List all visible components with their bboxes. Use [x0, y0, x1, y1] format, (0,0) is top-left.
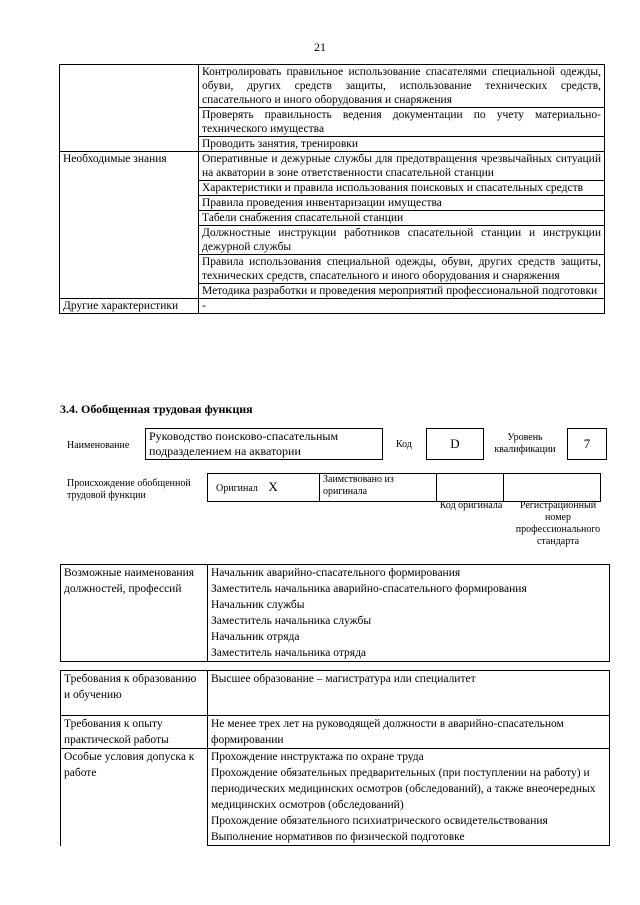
table-row — [60, 226, 605, 255]
education-label: Требования к образованию и обучению — [61, 671, 208, 716]
code-original-caption: Код оригинала — [439, 500, 503, 511]
education-value: Высшее образование – магистратура или специалитет — [208, 671, 610, 716]
row-label — [60, 137, 199, 152]
conditions-list — [208, 749, 610, 846]
condition-item: Прохождение обязательного психиатрического освидетельствования — [211, 815, 548, 827]
experience-label: Требования к опыту практической работы — [61, 716, 208, 749]
name-label: Наименование — [67, 440, 130, 451]
row-text: Проводить занятия, тренировки — [199, 137, 605, 152]
code-value-box: D — [426, 428, 484, 460]
position-item: Начальник службы — [211, 599, 305, 611]
row-label: Необходимые знания — [60, 152, 199, 181]
positions-label: Возможные наименования должностей, профессий — [61, 565, 208, 662]
row-label: Другие характеристики — [60, 299, 199, 314]
row-label — [60, 226, 199, 255]
table-row — [60, 152, 605, 181]
section-title: 3.4. Обобщенная трудовая функция — [60, 402, 253, 416]
position-item: Заместитель начальника службы — [211, 615, 372, 627]
original-mark: X — [268, 478, 278, 494]
row-text: Должностные инструкции работников спасательной станции и инструкции дежурной службы — [199, 226, 605, 255]
table-row — [60, 211, 605, 226]
original-cell — [208, 474, 320, 502]
requirements-table — [60, 670, 610, 846]
row-text: Оперативные и дежурные службы для предотвращения чрезвычайных ситуаций на акватории в зоне ответственности спасательной станции — [199, 152, 605, 181]
position-item: Заместитель начальника отряда — [211, 647, 367, 659]
origin-label: Происхождение обобщенной трудовой функции — [67, 478, 191, 501]
table-row — [60, 284, 605, 299]
table-row — [60, 137, 605, 152]
position-item: Начальник аварийно-спасательного формирования — [211, 567, 461, 579]
row-text: Табели снабжения спасательной станции — [199, 211, 605, 226]
row-label — [60, 255, 199, 284]
level-label: Уровень квалификации — [494, 432, 556, 455]
reg-number-cell — [504, 474, 601, 502]
row-text: Характеристики и правила использования поисковых и спасательных средств — [199, 181, 605, 196]
experience-value: Не менее трех лет на руководящей должности в аварийно-спасательном формировании — [208, 716, 610, 749]
condition-item: Прохождение обязательных предварительных (при поступлении на работу) и периодических медицинских осмотров (обследований), а также внеочередных медицинских осмотров (обследований) — [211, 767, 596, 811]
table-row — [60, 108, 605, 137]
positions-table — [60, 564, 610, 662]
row-label — [60, 108, 199, 137]
row-label — [60, 284, 199, 299]
original-label: Оригинал — [216, 482, 258, 494]
conditions-label: Особые условия допуска к работе — [61, 749, 208, 846]
table-row — [60, 255, 605, 284]
code-original-cell — [437, 474, 504, 502]
row-label — [60, 65, 199, 108]
code-label: Код — [396, 439, 412, 450]
skills-knowledge-table — [59, 64, 605, 314]
level-value-box: 7 — [567, 428, 607, 460]
row-text: Правила использования специальной одежды, обуви, других средств защиты, технических средств, спасательного и иного оборудования и снаряжения — [199, 255, 605, 284]
table-row — [60, 299, 605, 314]
position-item: Начальник отряда — [211, 631, 300, 643]
table-row — [60, 181, 605, 196]
table-row — [60, 196, 605, 211]
page-number: 21 — [314, 40, 326, 54]
position-item: Заместитель начальника аварийно-спасательного формирования — [211, 583, 527, 595]
row-text: Правила проведения инвентаризации имущества — [199, 196, 605, 211]
row-text: Методика разработки и проведения мероприятий профессиональной подготовки — [199, 284, 605, 299]
row-label — [60, 196, 199, 211]
row-label — [60, 211, 199, 226]
row-label — [60, 181, 199, 196]
condition-item: Прохождение инструктажа по охране труда — [211, 751, 424, 763]
reg-number-caption: Регистрационный номер профессионального стандарта — [515, 500, 601, 547]
row-text: - — [199, 299, 605, 314]
row-text: Проверять правильность ведения документации по учету материально-технического имущества — [199, 108, 605, 137]
table-row — [60, 65, 605, 108]
positions-list — [208, 565, 610, 662]
row-text: Контролировать правильное использование спасателями специальной одежды, обуви, других средств защиты, использование технических средств, спасательного и иного оборудования и снаряжения — [199, 65, 605, 108]
borrowed-cell: Заимствовано из оригинала — [320, 474, 437, 502]
function-name-box: Руководство поисково-спасательным подразделением на акватории — [145, 428, 383, 460]
condition-item: Выполнение нормативов по физической подготовке — [211, 831, 465, 843]
origin-table — [207, 473, 601, 502]
